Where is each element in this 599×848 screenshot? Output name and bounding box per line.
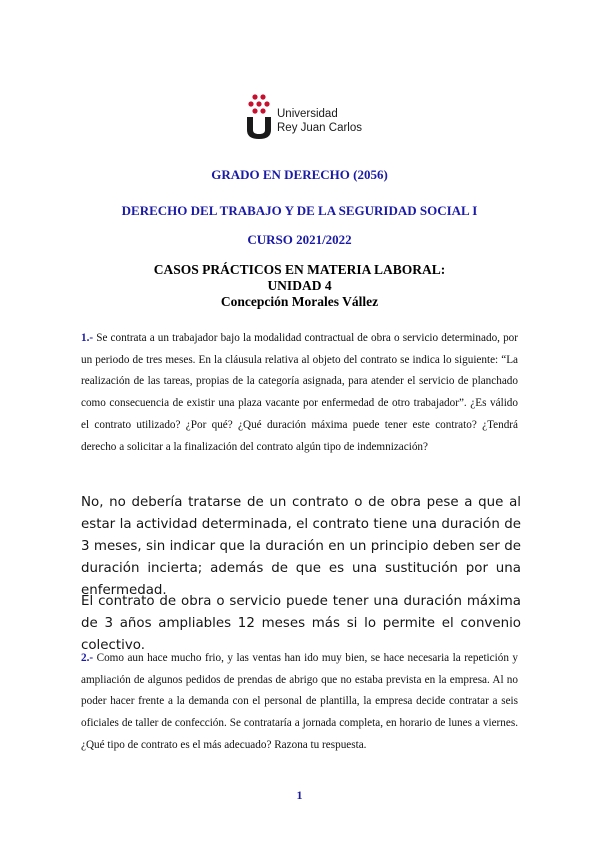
answer-1-paragraph-1: No, no debería tratarse de un contrato o de obra pese a que al estar la actividad determinada, el contrato tiene una duración de 3 meses, sin indicar que la duración en un principio deben ser de duración incierta; además de que es una sustitución por una enfermedad.: [81, 495, 521, 598]
question-2: [81, 648, 518, 757]
answer-1-paragraph-2: El contrato de obra o servicio puede tener una duración máxima de 3 años ampliables 12 meses más si lo permite el convenio colectivo.: [81, 594, 521, 653]
page-number: 1: [296, 788, 303, 802]
author-name: Concepción Morales Vállez: [220, 294, 379, 309]
university-name-line1: Universidad: [277, 108, 338, 120]
course-title: CURSO 2021/2022: [247, 232, 352, 247]
document-heading: [0, 262, 599, 310]
question-2-number: 2.-: [81, 652, 94, 664]
subject-title: DERECHO DEL TRABAJO Y DE LA SEGURIDAD SOCIAL I: [121, 203, 478, 218]
university-name-line2: Rey Juan Carlos: [277, 122, 363, 134]
question-1: [81, 328, 518, 458]
question-1-text: Se contrata a un trabajador bajo la modalidad contractual de obra o servicio determinado, por un periodo de tres meses. En la cláusula relativa al objeto del contrato se indica lo siguiente: “La realización de las tareas, propias de la categoría asignada, para atender el servicio de planchado como consecuencia de existir una plaza vacante por enfermedad de otro trabajador”. ¿Es válido el contrato utilizado? ¿Por qué? ¿Qué duración máxima puede tener este contrato? ¿Tendrá derecho a solicitar a la finalización del contrato algún tipo de indemnización?: [81, 332, 518, 453]
heading-line-1: CASOS PRÁCTICOS EN MATERIA LABORAL:: [153, 262, 446, 277]
question-2-text: Como aun hace mucho frio, y las ventas han ido muy bien, se hace necesaria la repetición y ampliación de algunos pedidos de prendas de abrigo que no estaba prevista en la empresa. Al no poder hacer frente a la demanda con el personal de plantilla, la empresa decide contratar a seis oficiales de taller de confección. Se contrataría a jornada completa, en horario de lunes a viernes. ¿Qué tipo de contrato es el más adecuado? Razona tu respuesta.: [81, 652, 518, 751]
university-logo: [244, 92, 374, 140]
heading-line-2: UNIDAD 4: [267, 278, 332, 293]
question-1-number: 1.-: [81, 332, 94, 344]
degree-title: GRADO EN DERECHO (2056): [211, 167, 388, 182]
university-crest-icon: [244, 92, 274, 140]
university-name: [277, 107, 362, 135]
